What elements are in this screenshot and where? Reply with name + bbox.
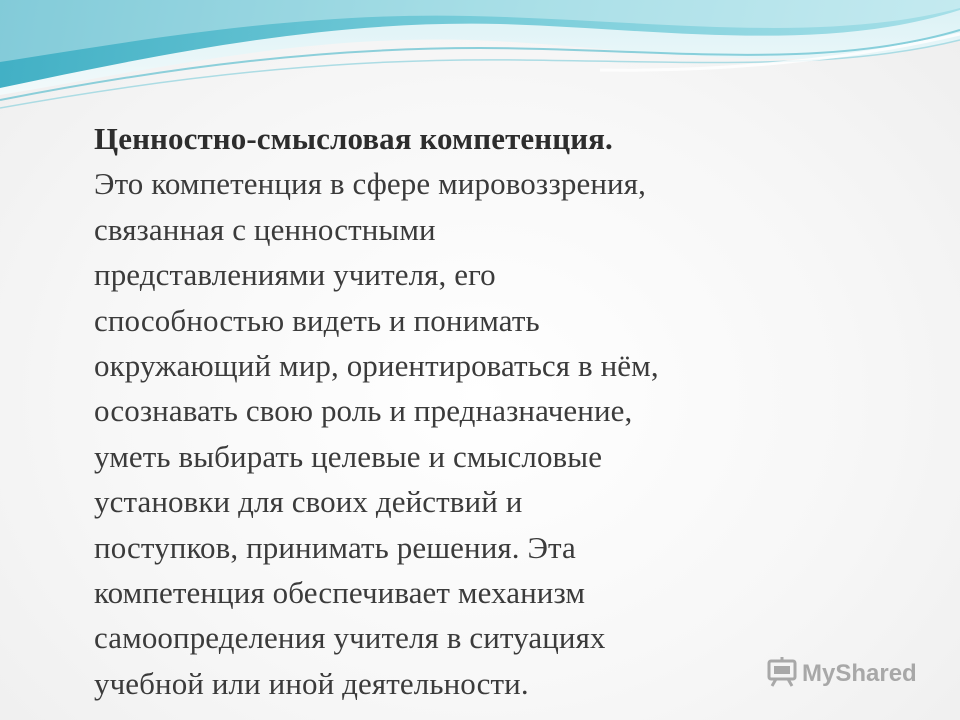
- body-line: самоопределения учителя в ситуациях: [94, 620, 606, 656]
- slide-body: [94, 116, 854, 706]
- body-line: поступков, принимать решения. Эта: [94, 529, 576, 565]
- body-line: окружающий мир, ориентироваться в нём,: [94, 348, 659, 384]
- presentation-board-icon: [766, 655, 936, 689]
- slide-heading: Ценностно-смысловая компетенция.: [94, 121, 613, 156]
- body-line: учебной или иной деятельности.: [94, 665, 529, 701]
- body-line: представлениями учителя, его: [94, 257, 496, 293]
- body-line: уметь выбирать целевые и смысловые: [94, 438, 603, 474]
- myshared-watermark: [766, 655, 936, 689]
- decorative-wave-header: [0, 0, 960, 130]
- svg-text:MyShared: MyShared: [802, 660, 917, 687]
- body-line: установки для своих действий и: [94, 484, 523, 520]
- body-line: Это компетенция в сфере мировоззрения,: [94, 166, 646, 202]
- body-line: связанная с ценностными: [94, 211, 436, 247]
- body-line: компетенция обеспечивает механизм: [94, 575, 586, 611]
- body-line: способностью видеть и понимать: [94, 302, 540, 338]
- body-line: осознавать свою роль и предназначение,: [94, 393, 633, 429]
